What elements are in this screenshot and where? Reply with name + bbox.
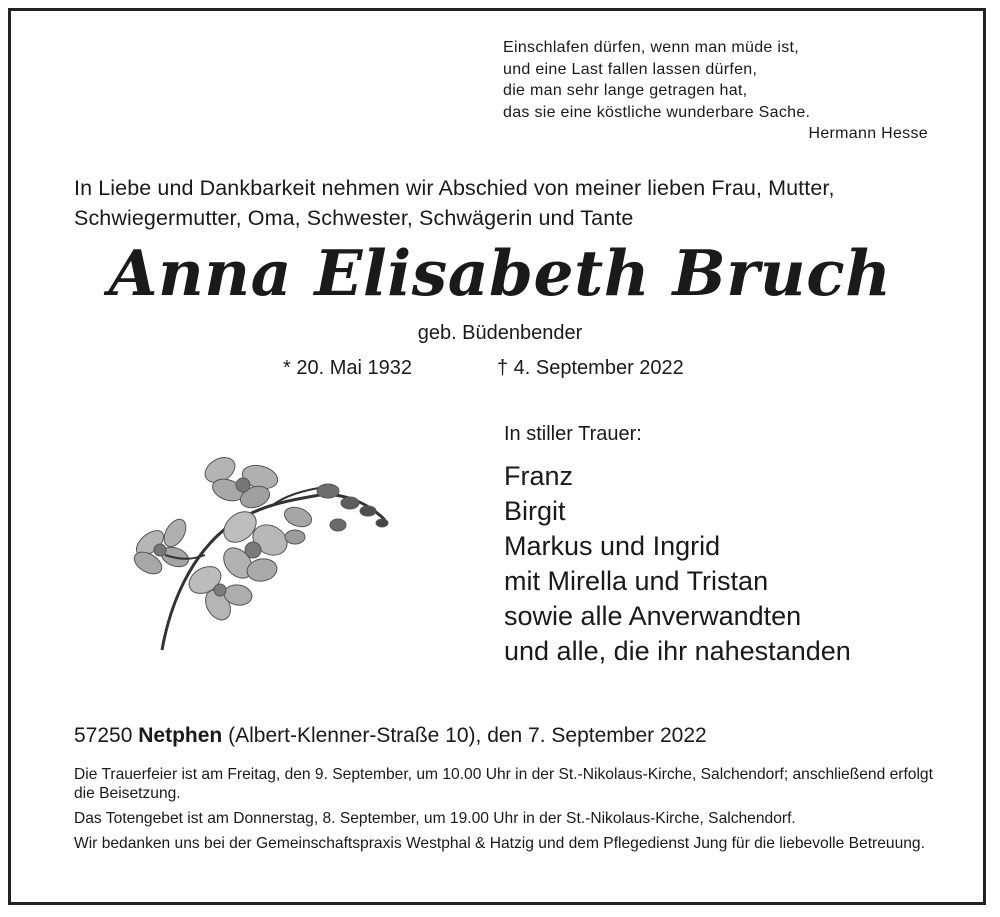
poem-line: die man sehr lange getragen hat, [503, 82, 748, 99]
poem-author: Hermann Hesse [808, 125, 928, 142]
birth-date: * 20. Mai 1932 [283, 357, 412, 379]
mourning-label: In stiller Trauer: [504, 423, 642, 445]
address-date: (Albert-Klenner-Straße 10), den 7. September 2022 [228, 724, 707, 747]
intro-line: In Liebe und Dankbarkeit nehmen wir Abschied von meiner lieben Frau, Mutter, [74, 176, 835, 200]
mourner-entry: sowie alle Anverwandten [504, 601, 802, 631]
maiden-name: geb. Büdenbender [417, 322, 583, 344]
orchid-icon [120, 445, 400, 660]
poem-line: Einschlafen dürfen, wenn man müde ist, [503, 39, 800, 56]
mourner-entry: mit Mirella und Tristan [504, 566, 769, 596]
deceased-name: Anna Elisabeth Bruch [108, 236, 892, 310]
town: Netphen [138, 724, 223, 747]
death-date: † 4. September 2022 [497, 357, 684, 379]
postcode: 57250 [74, 724, 133, 747]
poem-line: und eine Last fallen lassen dürfen, [503, 60, 758, 78]
funeral-note: Die Trauerfeier ist am Freitag, den 9. September, um 10.00 Uhr in der St.-Nikolaus-Kirche, Salchendorf; anschließend erfolgt die Beisetzung. [74, 766, 933, 802]
poem-line: das sie eine köstliche wunderbare Sache. [503, 103, 811, 121]
mourner-entry: Markus und Ingrid [504, 531, 721, 561]
notes-block [74, 765, 944, 859]
mourners-list [504, 459, 851, 669]
intro-text [74, 173, 934, 233]
prayer-note: Das Totengebet ist am Donnerstag, 8. September, um 19.00 Uhr in der St.-Nikolaus-Kirche, Salchendorf. [74, 810, 796, 827]
mourner-entry: und alle, die ihr nahestanden [504, 636, 851, 666]
mourner-entry: Franz [504, 461, 574, 491]
mourner-entry: Birgit [504, 496, 566, 526]
thanks-note: Wir bedanken uns bei der Gemeinschaftspraxis Westphal & Hatzig und dem Pflegedienst Jung für die liebevolle Betreuung. [74, 835, 925, 852]
intro-line: Schwiegermutter, Oma, Schwester, Schwägerin und Tante [74, 206, 634, 230]
location-line [74, 724, 707, 748]
poem-quote [503, 37, 928, 145]
